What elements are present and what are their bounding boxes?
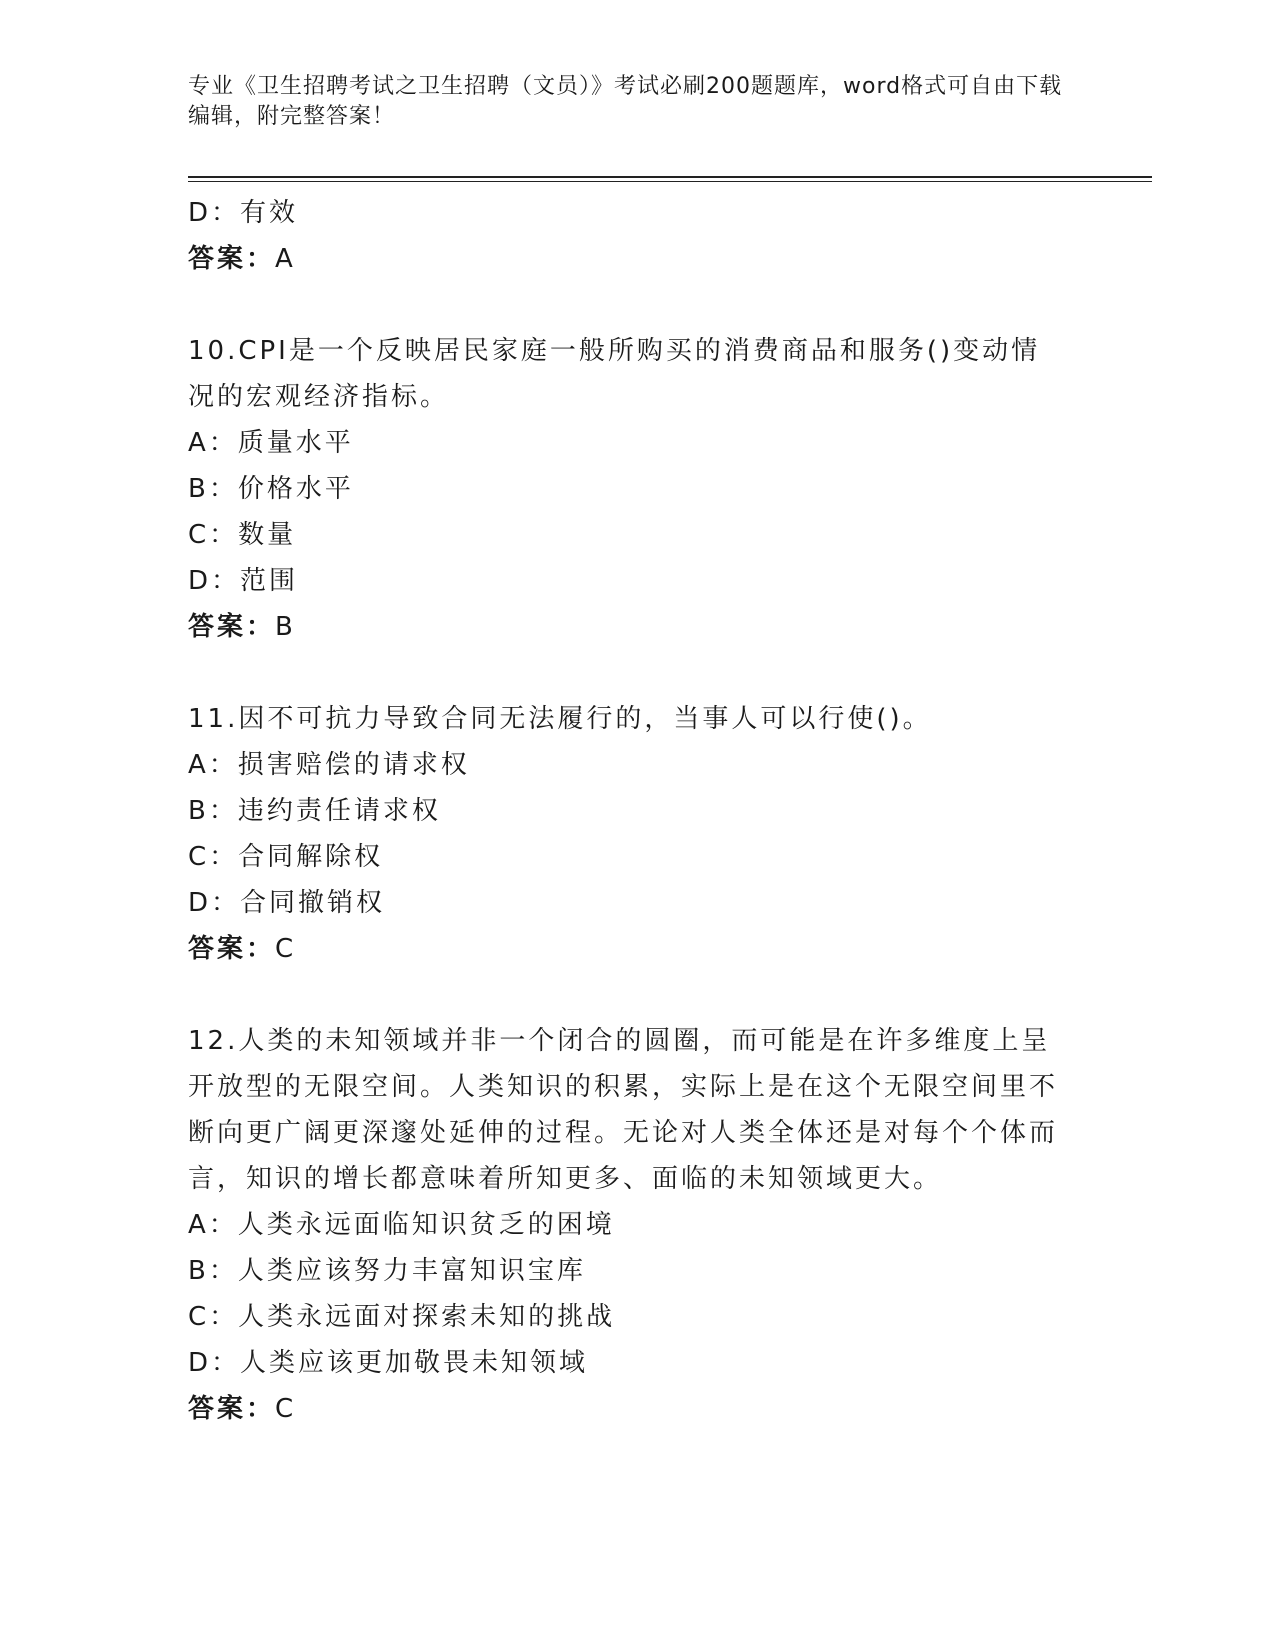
option-c: C：数量: [188, 520, 297, 550]
header-rule-thick: [188, 176, 1152, 178]
answer-value: C: [275, 934, 297, 964]
option-a: A：损害赔偿的请求权: [188, 750, 470, 780]
question-10: [188, 328, 1088, 650]
answer-label: 答案：: [188, 244, 276, 274]
option-b: B：违约责任请求权: [188, 796, 441, 826]
option-a: A：人类永远面临知识贫乏的困境: [188, 1210, 615, 1240]
question-11: [188, 696, 1088, 972]
question-stem: 10.CPI是一个反映居民家庭一般所购买的消费商品和服务()变动情况的宏观经济指标。: [188, 336, 1041, 412]
option-c: C：合同解除权: [188, 842, 384, 872]
question-stem: 11.因不可抗力导致合同无法履行的，当事人可以行使()。: [188, 704, 932, 734]
option-b: B：价格水平: [188, 474, 354, 504]
option-b: B：人类应该努力丰富知识宝库: [188, 1256, 586, 1286]
option-d: D：范围: [188, 566, 299, 596]
answer: [188, 1386, 1088, 1432]
question-list: [188, 190, 1088, 1432]
answer-label: 答案：: [188, 934, 276, 964]
answer-label: 答案：: [188, 612, 276, 642]
answer: [188, 604, 1088, 650]
option-d: D：人类应该更加敬畏未知领域: [188, 1348, 589, 1378]
option-c: C：人类永远面对探索未知的挑战: [188, 1302, 616, 1332]
option-d: D：合同撤销权: [188, 888, 386, 918]
answer-label: 答案：: [188, 1394, 276, 1424]
option-d: D：有效: [188, 198, 299, 228]
question-12: [188, 1018, 1088, 1432]
header-rule-thin: [188, 181, 1152, 182]
answer-value: A: [275, 244, 296, 274]
answer-value: B: [275, 612, 296, 642]
answer-value: C: [275, 1394, 297, 1424]
document-header: 专业《卫生招聘考试之卫生招聘（文员）》考试必刷200题题库，word格式可自由下载编辑，附完整答案！: [188, 74, 1063, 129]
answer: [188, 926, 1088, 972]
answer: [188, 236, 1088, 282]
question-stem: 12.人类的未知领域并非一个闭合的圆圈，而可能是在许多维度上呈开放型的无限空间。人类知识的积累，实际上是在这个无限空间里不断向更广阔更深邃处延伸的过程。无论对人类全体还是对每个个体而言，知识的增长都意味着所知更多、面临的未知领域更大。: [188, 1026, 1059, 1194]
option-a: A：质量水平: [188, 428, 354, 458]
